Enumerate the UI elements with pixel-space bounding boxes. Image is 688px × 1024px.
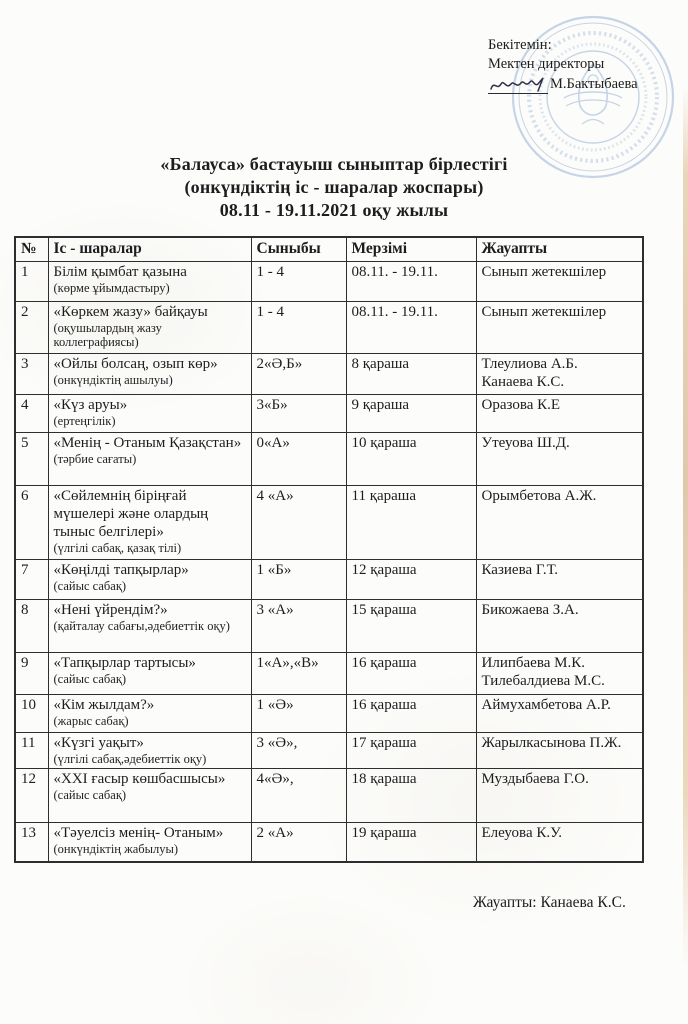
activity-title: «Күз аруы» (53, 396, 128, 413)
cell-num: 9 (15, 652, 48, 694)
activity-detail: (үлгілі сабақ,әдебиеттік оқу) (53, 751, 207, 766)
cell-date: 08.11. - 19.11. (346, 261, 476, 301)
activity-detail: (жарыс сабақ) (53, 713, 129, 728)
cell-class: 1«А»,«В» (251, 652, 346, 694)
activity-detail: (қайталау сабағы,әдебиеттік оқу) (53, 618, 230, 633)
cell-activity (48, 694, 251, 732)
cell-date: 8 қараша (346, 353, 476, 394)
cell-date: 11 қараша (346, 485, 476, 559)
cell-date: 9 қараша (346, 394, 476, 432)
activity-detail: (ертеңгілік) (53, 413, 116, 428)
cell-class: 3«Б» (251, 394, 346, 432)
cell-num: 3 (15, 353, 48, 394)
signature-icon (488, 75, 548, 94)
document-title (14, 153, 654, 222)
cell-responsible (476, 599, 643, 652)
cell-class: 1 «Ә» (251, 694, 346, 732)
cell-responsible (476, 261, 643, 301)
cell-class: 1 - 4 (251, 261, 346, 301)
cell-class: 2 «А» (251, 822, 346, 862)
table-row (15, 694, 643, 732)
cell-date: 18 қараша (346, 768, 476, 822)
cell-date: 12 қараша (346, 559, 476, 599)
activity-title: «Тәуелсіз менің- Отаным» (53, 824, 224, 841)
cell-num: 7 (15, 559, 48, 599)
column-header-date: Мерзімі (346, 237, 476, 261)
activity-title: Білім қымбат қазына (53, 263, 187, 280)
activity-title: «Тапқырлар тартысы» (53, 654, 196, 671)
cell-activity (48, 261, 251, 301)
cell-class: 1 «Б» (251, 559, 346, 599)
activity-detail: (сайыс сабақ) (53, 578, 127, 593)
cell-responsible (476, 485, 643, 559)
cell-activity (48, 394, 251, 432)
title-line-3: 08.11 - 19.11.2021 оқу жылы (219, 200, 449, 220)
table-row (15, 394, 643, 432)
cell-responsible (476, 301, 643, 353)
table-row (15, 599, 643, 652)
activity-title: «Нені үйрендім?» (53, 601, 168, 618)
approval-block (488, 36, 638, 94)
activity-title: «Ойлы болсаң, озып көр» (53, 355, 218, 372)
responsible-name: Тлеулиова А.Б. (481, 355, 578, 372)
cell-activity (48, 732, 251, 768)
column-header-class: Сыныбы (251, 237, 346, 261)
table-row (15, 768, 643, 822)
activity-title: «Кім жылдам?» (53, 696, 155, 713)
table-row (15, 485, 643, 559)
paper-edge-strip (683, 88, 688, 968)
cell-class: 2«Ә,Б» (251, 353, 346, 394)
cell-responsible (476, 432, 643, 485)
activity-title: «Көркем жазу» байқауы (53, 303, 208, 320)
responsible-name: Илипбаева М.К. (481, 654, 585, 671)
activity-detail: (онкүндіктің ашылуы) (53, 373, 173, 388)
cell-class: 3 «Ә», (251, 732, 346, 768)
activity-detail: (сайыс сабақ) (53, 671, 127, 686)
cell-date: 08.11. - 19.11. (346, 301, 476, 353)
cell-num: 1 (15, 261, 48, 301)
cell-class: 4 «А» (251, 485, 346, 559)
table-row (15, 822, 643, 862)
cell-class: 1 - 4 (251, 301, 346, 353)
column-header-responsible: Жауапты (476, 237, 643, 261)
table-row (15, 732, 643, 768)
table-row (15, 261, 643, 301)
responsible-name: Канаева К.С. (481, 374, 565, 391)
cell-class: 4«Ә», (251, 768, 346, 822)
cell-date: 16 қараша (346, 694, 476, 732)
cell-date: 10 қараша (346, 432, 476, 485)
table-row (15, 301, 643, 353)
approve-label: Бекітемін: (488, 37, 552, 53)
cell-activity (48, 432, 251, 485)
cell-responsible (476, 732, 643, 768)
responsible-name: Орымбетова А.Ж. (481, 487, 597, 504)
cell-num: 13 (15, 822, 48, 862)
cell-num: 6 (15, 485, 48, 559)
table-row (15, 559, 643, 599)
director-name: М.Бактыбаева (550, 76, 638, 92)
cell-num: 5 (15, 432, 48, 485)
director-label: Мектен директоры (488, 56, 605, 72)
cell-class: 0«А» (251, 432, 346, 485)
cell-date: 15 қараша (346, 599, 476, 652)
responsible-name: Елеуова К.У. (481, 824, 563, 841)
cell-num: 12 (15, 768, 48, 822)
cell-activity (48, 768, 251, 822)
column-header-activity: Іс - шаралар (48, 237, 251, 261)
activity-title: «Көңілді тапқырлар» (53, 561, 189, 578)
cell-responsible (476, 559, 643, 599)
events-table (14, 236, 644, 863)
cell-responsible (476, 652, 643, 694)
activity-detail: (тәрбие сағаты) (53, 451, 137, 466)
activity-detail: (оқушылардың жазу коллеграфиясы) (53, 321, 162, 350)
cell-date: 19 қараша (346, 822, 476, 862)
cell-activity (48, 485, 251, 559)
responsible-name: Аймухамбетова А.Р. (481, 696, 611, 713)
activity-title: «XXI ғасыр көшбасшысы» (53, 770, 226, 787)
responsible-name: Тилебалдиева М.С. (481, 672, 605, 689)
responsible-name: Жарылкасынова П.Ж. (481, 734, 622, 751)
responsible-name: Оразова К.Е (481, 396, 561, 413)
responsible-name: Казиева Г.Т. (481, 561, 559, 578)
activity-detail: (үлгілі сабақ, қазақ тілі) (53, 541, 182, 556)
table-row (15, 652, 643, 694)
cell-num: 2 (15, 301, 48, 353)
title-line-1: «Балауса» бастауыш сыныптар бірлестігі (160, 154, 508, 174)
column-header-num: № (15, 237, 48, 261)
cell-responsible (476, 768, 643, 822)
activity-detail: (сайыс сабақ) (53, 788, 127, 803)
cell-responsible (476, 353, 643, 394)
activity-title: «Күзгі уақыт» (53, 734, 144, 751)
cell-num: 10 (15, 694, 48, 732)
responsible-name: Бикожаева З.А. (481, 601, 579, 618)
cell-date: 17 қараша (346, 732, 476, 768)
cell-num: 11 (15, 732, 48, 768)
cell-responsible (476, 394, 643, 432)
cell-responsible (476, 822, 643, 862)
table-row (15, 432, 643, 485)
cell-date: 16 қараша (346, 652, 476, 694)
cell-num: 4 (15, 394, 48, 432)
cell-activity (48, 599, 251, 652)
cell-activity (48, 301, 251, 353)
title-line-2: (онкүндіктің іс - шаралар жоспары) (184, 177, 484, 197)
responsible-name: Сынып жетекшілер (481, 303, 607, 320)
activity-title: «Сөйлемнің біріңғай мүшелері және олардың тыныс белгілері» (53, 487, 209, 541)
cell-activity (48, 353, 251, 394)
cell-responsible (476, 694, 643, 732)
responsible-name: Муздыбаева Г.О. (481, 770, 589, 787)
cell-class: 3 «А» (251, 599, 346, 652)
responsible-name: Утеуова Ш.Д. (481, 434, 570, 451)
responsible-name: Сынып жетекшілер (481, 263, 607, 280)
cell-activity (48, 652, 251, 694)
table-row (15, 353, 643, 394)
activity-title: «Менің - Отаным Қазақстан» (53, 434, 242, 451)
footer-responsible: Жауапты: Канаева К.С. (473, 894, 626, 911)
cell-num: 8 (15, 599, 48, 652)
activity-detail: (онкүндіктің жабылуы) (53, 842, 179, 857)
activity-detail: (көрме ұйымдастыру) (53, 281, 170, 296)
cell-activity (48, 822, 251, 862)
cell-activity (48, 559, 251, 599)
table-header-row (15, 237, 643, 261)
